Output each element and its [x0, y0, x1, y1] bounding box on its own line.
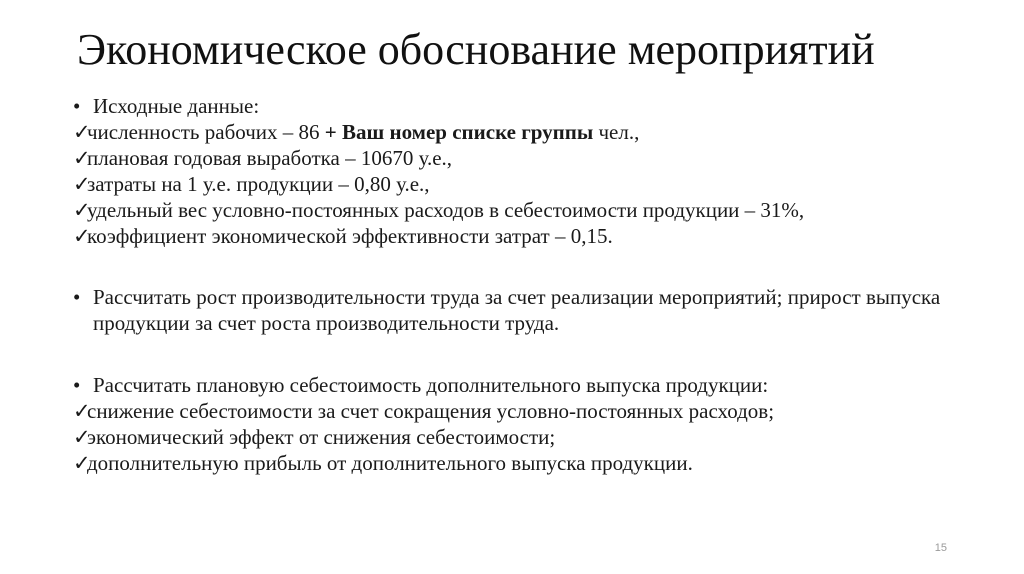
- bullet-marker: •: [73, 373, 81, 397]
- checkmark-icon: ✓: [73, 425, 91, 449]
- check-item-economic-effect: [73, 424, 993, 450]
- check-item-text: дополнительную прибыль от дополнительного выпуска продукции.: [87, 451, 693, 475]
- checkmark-icon: ✓: [73, 224, 91, 248]
- check-item-fixed-share: [73, 197, 993, 223]
- check-item-text: коэффициент экономической эффективности затрат – 0,15.: [87, 224, 613, 248]
- check-item-efficiency: [73, 223, 993, 249]
- check-item-workers: [73, 119, 993, 145]
- bullet-text: Рассчитать плановую себестоимость дополнительного выпуска продукции:: [93, 373, 769, 397]
- slide-title: Экономическое обоснование мероприятий: [77, 25, 875, 74]
- bullet-cost-task: [73, 372, 993, 398]
- checkmark-icon: ✓: [73, 172, 91, 196]
- checkmark-icon: ✓: [73, 451, 91, 475]
- check-item-text: снижение себестоимости за счет сокращения условно-постоянных расходов;: [87, 399, 775, 423]
- slide-body: [73, 93, 993, 476]
- bullet-marker: •: [73, 285, 81, 309]
- page-number: 15: [934, 542, 947, 554]
- bullet-text: Исходные данные:: [93, 94, 260, 118]
- checkmark-icon: ✓: [73, 198, 91, 222]
- check-item-text: затраты на 1 у.е. продукции – 0,80 у.е.,: [87, 172, 430, 196]
- checkmark-icon: ✓: [73, 399, 91, 423]
- bullet-marker: •: [73, 94, 81, 118]
- check-item-bold-text: + Ваш номер списке группы: [324, 120, 594, 144]
- check-item-extra-profit: [73, 450, 993, 476]
- check-item-text: удельный вес условно-постоянных расходов в себестоимости продукции – 31%,: [87, 198, 805, 222]
- spacer: [73, 336, 993, 372]
- check-item-cost-reduction: [73, 398, 993, 424]
- check-item-costs: [73, 171, 993, 197]
- check-item-output: [73, 145, 993, 171]
- check-item-text: экономический эффект от снижения себестоимости;: [87, 425, 556, 449]
- spacer: [73, 249, 993, 284]
- check-item-text: численность рабочих – 86: [87, 120, 325, 144]
- check-item-suffix: чел.,: [593, 120, 640, 144]
- bullet-productivity-task: [73, 284, 993, 336]
- checkmark-icon: ✓: [73, 120, 91, 144]
- bullet-text: Рассчитать рост производительности труда за счет реализации мероприятий; прирост выпуска продукции за счет роста производительности труда.: [93, 285, 941, 335]
- check-item-text: плановая годовая выработка – 10670 у.е.,: [87, 146, 453, 170]
- bullet-initial-data: [73, 93, 993, 119]
- checkmark-icon: ✓: [73, 146, 91, 170]
